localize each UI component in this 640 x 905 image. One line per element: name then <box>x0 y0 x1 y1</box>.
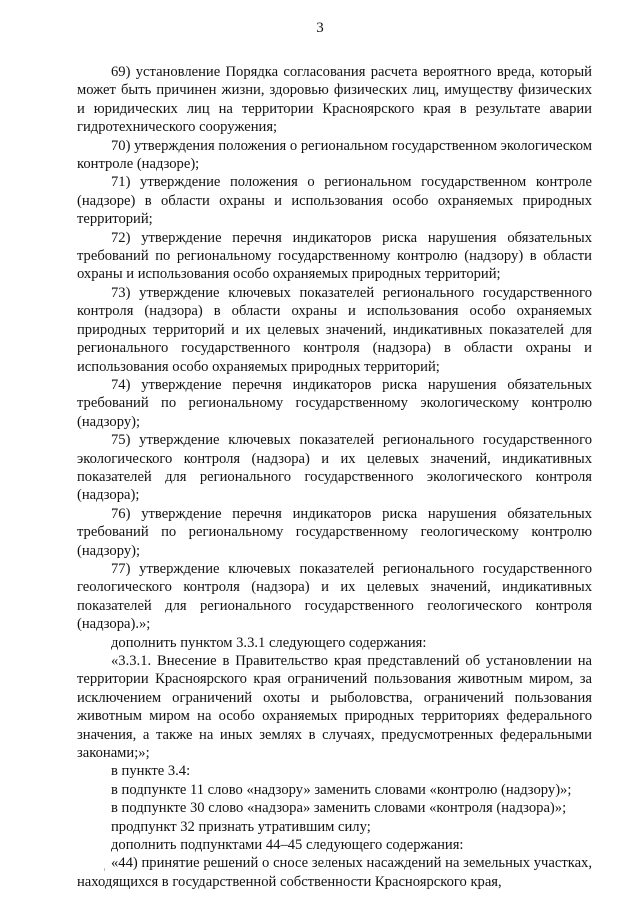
paragraph-subclause-32: продпункт 32 признать утратившим силу; <box>111 818 371 835</box>
paragraph-clause-3-3-1: «3.3.1. Внесение в Правительство края представлений об установлении на территории Красноярского края ограничений пользования животным миром, за исключением ограничений охоты и рыболовства, ограничений пользования животным миром на особо охраняемых природных территориях федерального значения, а также на иных землях в случаях, предусмотренных федеральными законами;»; <box>77 653 592 762</box>
page-number: 3 <box>316 20 324 36</box>
paragraph-add-3-3-1: дополнить пунктом 3.3.1 следующего содержания: <box>111 634 427 651</box>
paragraph-item-71: 71) утверждение положения о региональном государственном контроле (надзоре) в области охраны и использования особо охраняемых природных территорий; <box>77 174 592 228</box>
document-body <box>77 63 592 891</box>
scan-speck <box>104 868 105 871</box>
paragraph-item-77: 77) утверждение ключевых показателей регионального государственного геологического контроля (надзора) и их целевых значений, индикативных показателей для регионального государственного геологического контроля (надзора).»; <box>77 560 592 633</box>
paragraph-subclause-30: в подпункте 30 слово «надзора» заменить словами «контроля (надзора)»; <box>111 800 567 817</box>
paragraph-item-74: 74) утверждение перечня индикаторов риска нарушения обязательных требований по региональному государственному экологическому контролю (надзору); <box>77 376 592 430</box>
paragraph-item-75: 75) утверждение ключевых показателей регионального государственного экологического контроля (надзора) и их целевых значений, индикативных показателей для регионального государственного экологического контроля (надзора); <box>77 432 592 504</box>
paragraph-item-44: «44) принятие решений о сносе зеленых насаждений на земельных участках, находящихся в государственной собственности Красноярского края, <box>77 855 592 890</box>
paragraph-add-44-45: дополнить подпунктами 44–45 следующего содержания: <box>111 837 464 854</box>
paragraph-item-70: 70) утверждения положения о региональном государственном экологическом контроле (надзоре); <box>77 137 592 173</box>
paragraph-clause-3-4: в пункте 3.4: <box>111 763 191 780</box>
paragraph-item-76: 76) утверждение перечня индикаторов риска нарушения обязательных требований по региональному государственному геологическому контролю (надзору); <box>77 505 592 559</box>
paragraph-subclause-11: в подпункте 11 слово «надзору» заменить словами «контролю (надзору)»; <box>111 781 572 798</box>
paragraph-item-72: 72) утверждение перечня индикаторов риска нарушения обязательных требований по региональному государственному контролю (надзору) в области охраны и использования особо охраняемых природных территорий; <box>77 229 592 283</box>
paragraph-item-69: 69) установление Порядка согласования расчета вероятного вреда, который может быть причинен жизни, здоровью физических лиц, имуществу физических и юридических лиц на территории Красноярского края в результате аварии гидротехнического сооружения; <box>77 64 592 136</box>
paragraph-item-73: 73) утверждение ключевых показателей регионального государственного контроля (надзора) в области охраны и использования особо охраняемых природных территорий и их целевых значений, индикативных показателей для регионального государственного контроля (надзора) в области охраны и использования особо охраняемых природных территорий; <box>77 284 592 375</box>
